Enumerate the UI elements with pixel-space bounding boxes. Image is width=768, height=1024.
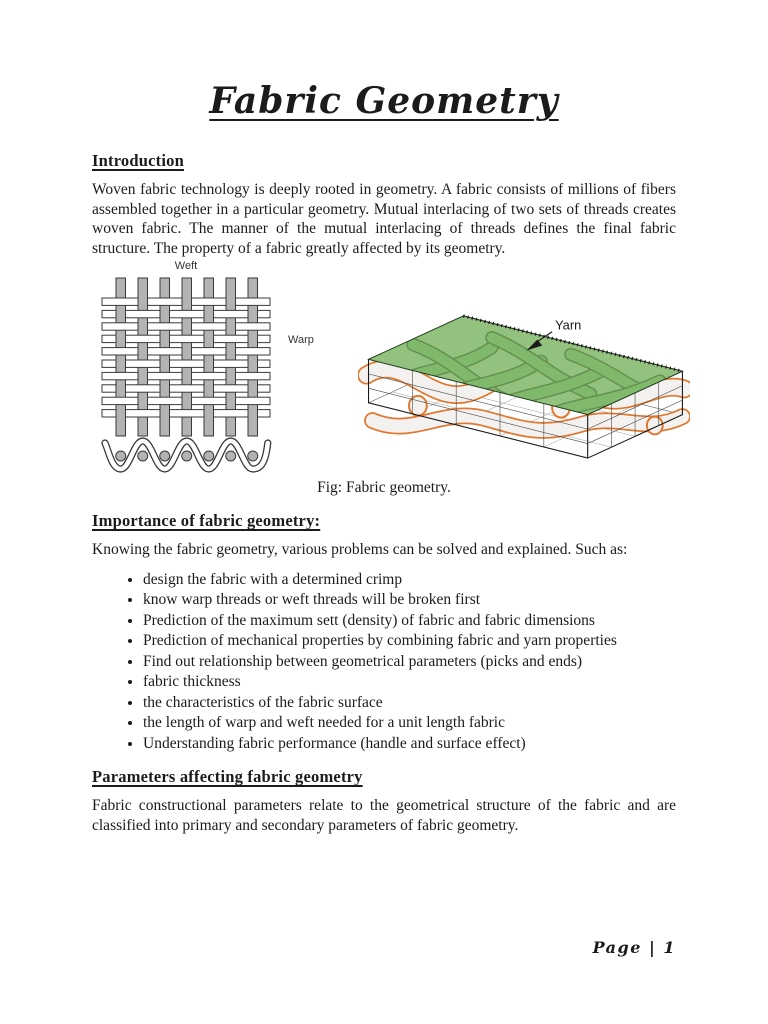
weave-diagram xyxy=(100,275,272,477)
page-number: Page | 1 xyxy=(592,938,676,957)
importance-lead: Knowing the fabric geometry, various problems can be solved and explained. Such as: xyxy=(92,541,628,559)
introduction-heading: Introduction xyxy=(92,151,184,170)
introduction-paragraph: Woven fabric technology is deeply rooted in geometry. A fabric consists of millions of fibers assembled together in a particular geometry. Mutual interlacing of two sets of threads creates woven fabric. The manner of the mutual interlacing of threads defines the final fabric structure. The property of a fabric greatly affected by its geometry. xyxy=(92,181,676,257)
yarn-label: Yarn xyxy=(555,318,582,334)
figure-row xyxy=(92,260,676,472)
list-item: • fabric thickness xyxy=(143,672,676,693)
weave-figure xyxy=(100,260,272,477)
parameters-heading: Parameters affecting fabric geometry xyxy=(92,767,363,787)
list-item: • Prediction of the maximum sett (density) of fabric and fabric dimensions xyxy=(143,611,676,632)
figure-caption: Fig: Fabric geometry. xyxy=(317,479,451,497)
importance-list xyxy=(92,570,676,755)
importance-heading: Importance of fabric geometry: xyxy=(92,511,321,531)
list-item: • Find out relationship between geometrical parameters (picks and ends) xyxy=(143,652,676,673)
parameters-paragraph: Fabric constructional parameters relate to the geometrical structure of the fabric and are classified into primary and secondary parameters of fabric geometry. xyxy=(92,797,676,835)
weft-label: Weft xyxy=(174,260,198,273)
fabric-3d-figure xyxy=(358,310,690,468)
document-title: Fabric Geometry xyxy=(209,80,559,122)
list-item: • Prediction of mechanical properties by combining fabric and yarn properties xyxy=(143,631,676,652)
list-item: • the characteristics of the fabric surface xyxy=(143,693,676,714)
fabric-3d-render xyxy=(358,310,690,463)
list-item: • know warp threads or weft threads will be broken first xyxy=(143,590,676,611)
list-item: • design the fabric with a determined crimp xyxy=(143,570,676,591)
list-item: • the length of warp and weft needed for a unit length fabric xyxy=(143,713,676,734)
list-item: • Understanding fabric performance (handle and surface effect) xyxy=(143,734,676,755)
warp-label: Warp xyxy=(288,334,314,347)
